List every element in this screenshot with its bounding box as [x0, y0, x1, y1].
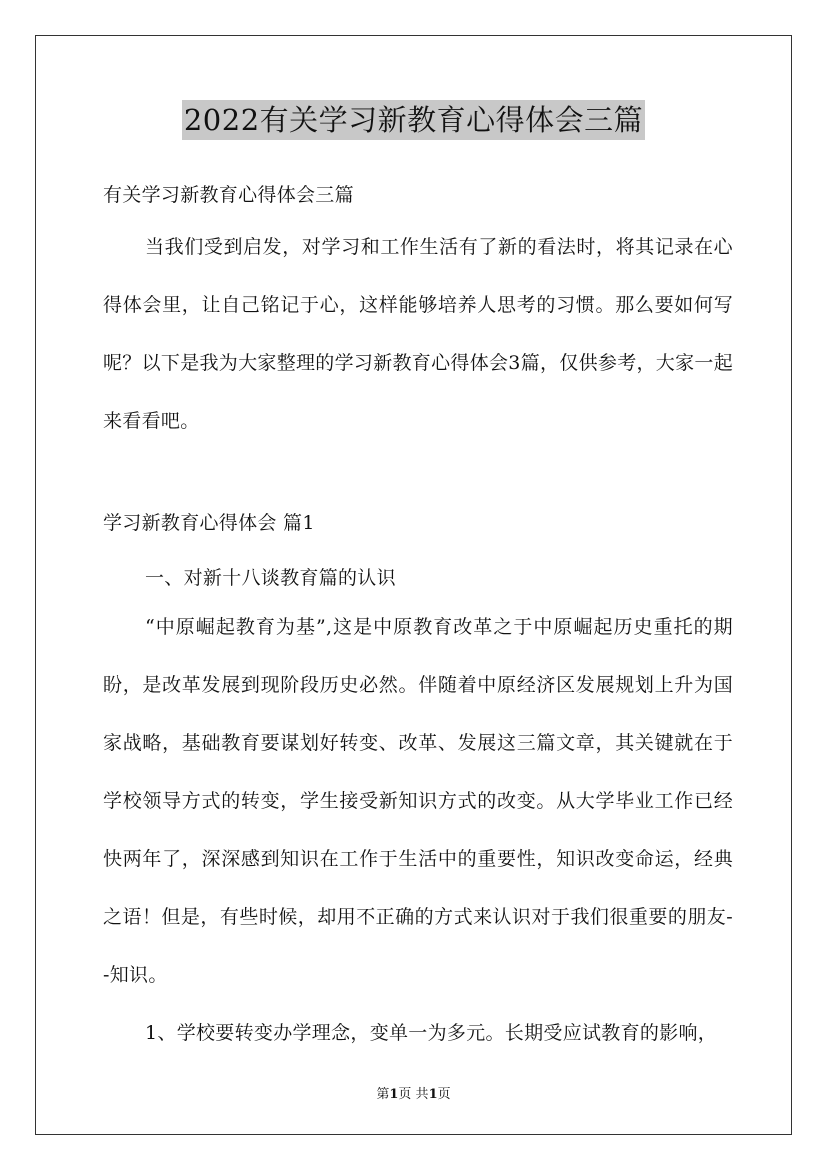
footer-suffix: 页 — [437, 1087, 451, 1102]
footer-prefix: 第 — [376, 1087, 390, 1102]
page-footer — [0, 1083, 827, 1102]
footer-mid: 页 共 — [398, 1087, 429, 1102]
title-container — [0, 100, 827, 140]
footer-page-number: 1 — [389, 1087, 399, 1102]
body-paragraph-1: “中原崛起教育为基”,这是中原教育改革之于中原崛起历史重托的期盼，是改革发展到现阶段历史必然。伴随着中原经济区发展规划上升为国家战略，基础教育要谋划好转变、改革、发展这三篇文章，其关键就在于学校领导方式的转变，学生接受新知识方式的改变。从大学毕业工作已经快两年了，深深感到知识在工作于生活中的重要性，知识改变命运，经典之语！但是，有些时候，却用不正确的方式来认识对于我们很重要的朋友--知识。 — [103, 616, 733, 986]
intro-paragraph: 当我们受到启发，对学习和工作生活有了新的看法时，将其记录在心得体会里，让自己铭记于心，这样能够培养人思考的习惯。那么要如何写呢？以下是我为大家整理的学习新教育心得体会3篇，仅供参考，大家一起来看看吧。 — [103, 236, 733, 432]
document-title: 2022有关学习新教育心得体会三篇 — [182, 100, 645, 140]
section-heading: 一、对新十八谈教育篇的认识 — [145, 567, 396, 589]
document-subtitle: 有关学习新教育心得体会三篇 — [103, 184, 354, 206]
section-title: 学习新教育心得体会 篇1 — [103, 512, 315, 534]
body-paragraph-2: 1、学校要转变办学理念，变单一为多元。长期受应试教育的影响， — [145, 1022, 718, 1044]
footer-page-total: 1 — [428, 1087, 438, 1102]
